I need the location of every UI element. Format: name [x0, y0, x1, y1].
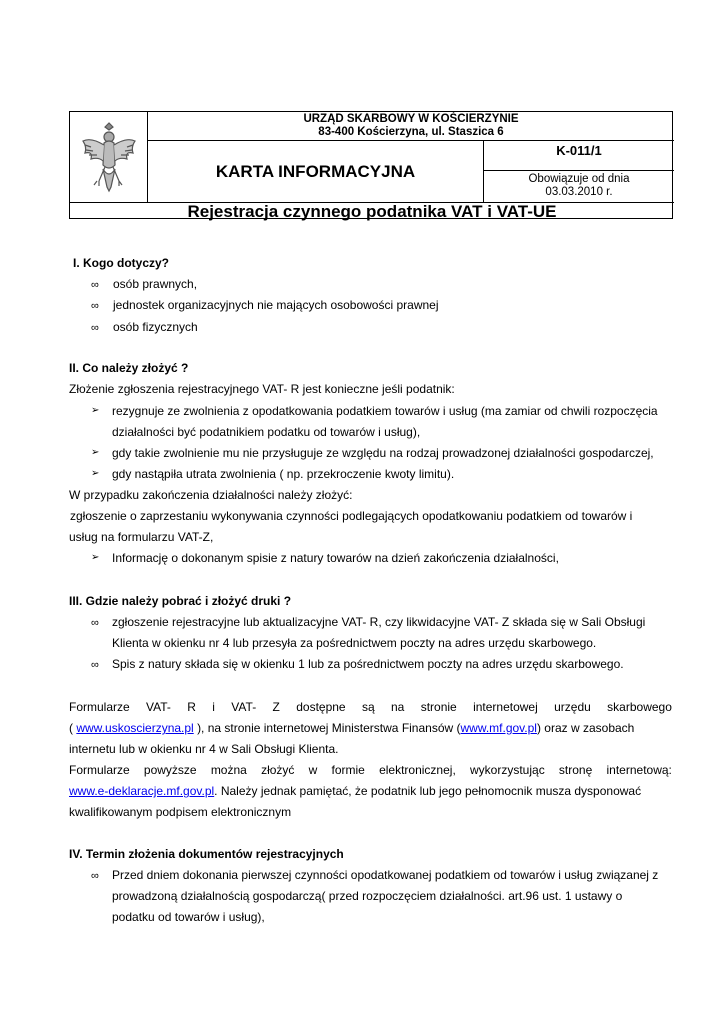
electronic-paragraph-line-1	[69, 763, 672, 777]
bullet-icon: ∞	[91, 659, 99, 671]
list-item: zgłoszenie rejestracyjne lub aktualizacyjne VAT- R, czy likwidacyjne VAT- Z składa się w Sali Obsługi	[112, 615, 646, 629]
forms-paragraph-line-1	[69, 700, 672, 714]
section-2-heading: II. Co należy złożyć ?	[69, 361, 189, 375]
bullet-icon: ∞	[91, 322, 99, 334]
arrow-bullet-icon: ➢	[91, 468, 100, 479]
word: złożyć	[261, 763, 295, 777]
e-deklaracje-link[interactable]: www.e-deklaracje.mf.gov.pl	[69, 784, 215, 798]
word: są	[361, 700, 375, 714]
closing-text-cont: usług na formularzu VAT-Z,	[69, 530, 214, 544]
card-title: KARTA INFORMACYJNA	[148, 141, 484, 202]
arrow-bullet-icon: ➢	[91, 405, 100, 416]
bullet-icon: ∞	[91, 300, 99, 312]
header-table	[69, 111, 673, 219]
word: dostępne	[296, 700, 346, 714]
section-3-heading: III. Gdzie należy pobrać i złożyć druki ?	[69, 594, 292, 608]
forms-paragraph-line-2	[69, 721, 634, 735]
forms-paragraph-line-3: internetu lub w okienku nr 4 w Sali Obsługi Klienta.	[69, 742, 339, 756]
word: Formularze	[69, 700, 130, 714]
word: wykorzystując	[470, 763, 545, 777]
text: ), na stronie internetowej Ministerstwa Finansów (	[197, 721, 461, 735]
valid-from	[484, 171, 674, 202]
word: urzędu	[554, 700, 591, 714]
word: formie	[331, 763, 365, 777]
word: Z	[272, 700, 280, 714]
word: internetowej	[473, 700, 538, 714]
polish-eagle-icon	[77, 117, 141, 197]
word: elektronicznej,	[379, 763, 456, 777]
bullet-icon: ∞	[91, 279, 99, 291]
list-item-cont: podatku od towarów i usług),	[112, 910, 265, 924]
emblem-logo	[70, 112, 148, 202]
closing-text: zgłoszenie o zaprzestaniu wykonywania czynności podlegających opodatkowaniu podatkiem od towarów i	[70, 509, 633, 523]
word: VAT-	[146, 700, 171, 714]
arrow-bullet-icon: ➢	[91, 552, 100, 563]
list-item-cont: Klienta w okienku nr 4 lub przesyła za pośrednictwem poczty na adres urzędu skarbowego.	[112, 636, 597, 650]
closing-intro: W przypadku zakończenia działalności należy złożyć:	[69, 488, 353, 502]
list-item-cont: działalności być podatnikiem podatku od towarów i usług),	[112, 425, 421, 439]
electronic-paragraph-line-3: kwalifikowanym podpisem elektronicznym	[69, 805, 292, 819]
office-address: 83-400 Kościerzyna, ul. Staszica 6	[318, 126, 504, 138]
office-line-1: URZĄD SKARBOWY W KOŚCIERZYNIE	[303, 113, 519, 125]
text: (	[69, 721, 73, 735]
text: ) oraz w zasobach	[536, 721, 635, 735]
word: R	[187, 700, 196, 714]
section-4-heading: IV. Termin złożenia dokumentów rejestracyjnych	[69, 847, 344, 861]
word: i	[212, 700, 215, 714]
card-code: K-011/1	[484, 141, 674, 171]
list-item-cont: prowadzoną działalnością gospodarczą( przed rozpoczęciem działalności. art.96 ust. 1 ustawy o	[112, 889, 623, 903]
word: skarbowego	[607, 700, 672, 714]
word: w	[308, 763, 318, 777]
word: na	[390, 700, 405, 714]
list-item: jednostek organizacyjnych nie mających osobowości prawnej	[113, 298, 439, 312]
section-2-intro: Złożenie zgłoszenia rejestracyjnego VAT- R jest konieczne jeśli podatnik:	[69, 382, 455, 396]
text: . Należy jednak pamiętać, że podatnik lub jego pełnomocnik musza dysponować	[214, 784, 642, 798]
bullet-icon: ∞	[91, 870, 99, 882]
document-title: Rejestracja czynnego podatnika VAT i VAT-UE	[70, 202, 674, 220]
list-item: Informację o dokonanym spisie z natury towarów na dzień zakończenia działalności,	[112, 551, 559, 565]
arrow-bullet-icon: ➢	[91, 447, 100, 458]
list-item: gdy takie zwolnienie mu nie przysługuje ze względu na rodzaj prowadzonej działalności gospodarczej,	[112, 446, 654, 460]
list-item: Spis z natury składa się w okienku 1 lub za pośrednictwem poczty na adres urzędu skarbowego.	[112, 657, 624, 671]
section-1-heading: I. Kogo dotyczy?	[73, 256, 169, 270]
word: internetową:	[606, 763, 672, 777]
word: powyższe	[143, 763, 197, 777]
word: można	[210, 763, 247, 777]
list-item: rezygnuje ze zwolnienia z opodatkowania podatkiem towarów i usług (ma zamiar od chwili rozpoczęcia	[112, 404, 658, 418]
uskoscierzyna-link[interactable]: www.uskoscierzyna.pl	[76, 721, 194, 735]
bullet-icon: ∞	[91, 617, 99, 629]
office-name	[148, 112, 674, 141]
word: stronie	[420, 700, 457, 714]
word: stronę	[558, 763, 593, 777]
valid-label: Obowiązuje od dnia	[528, 173, 630, 185]
list-item: osób prawnych,	[113, 277, 198, 291]
valid-date: 03.03.2010 r.	[545, 186, 613, 198]
list-item: osób fizycznych	[113, 320, 198, 334]
electronic-paragraph-line-2	[69, 784, 641, 798]
word: Formularze	[69, 763, 130, 777]
list-item: Przed dniem dokonania pierwszej czynności opodatkowanej podatkiem od towarów i usług związanej z	[112, 868, 659, 882]
mf-gov-link[interactable]: www.mf.gov.pl	[460, 721, 537, 735]
list-item: gdy nastąpiła utrata zwolnienia ( np. przekroczenie kwoty limitu).	[112, 467, 455, 481]
word: VAT-	[231, 700, 257, 714]
